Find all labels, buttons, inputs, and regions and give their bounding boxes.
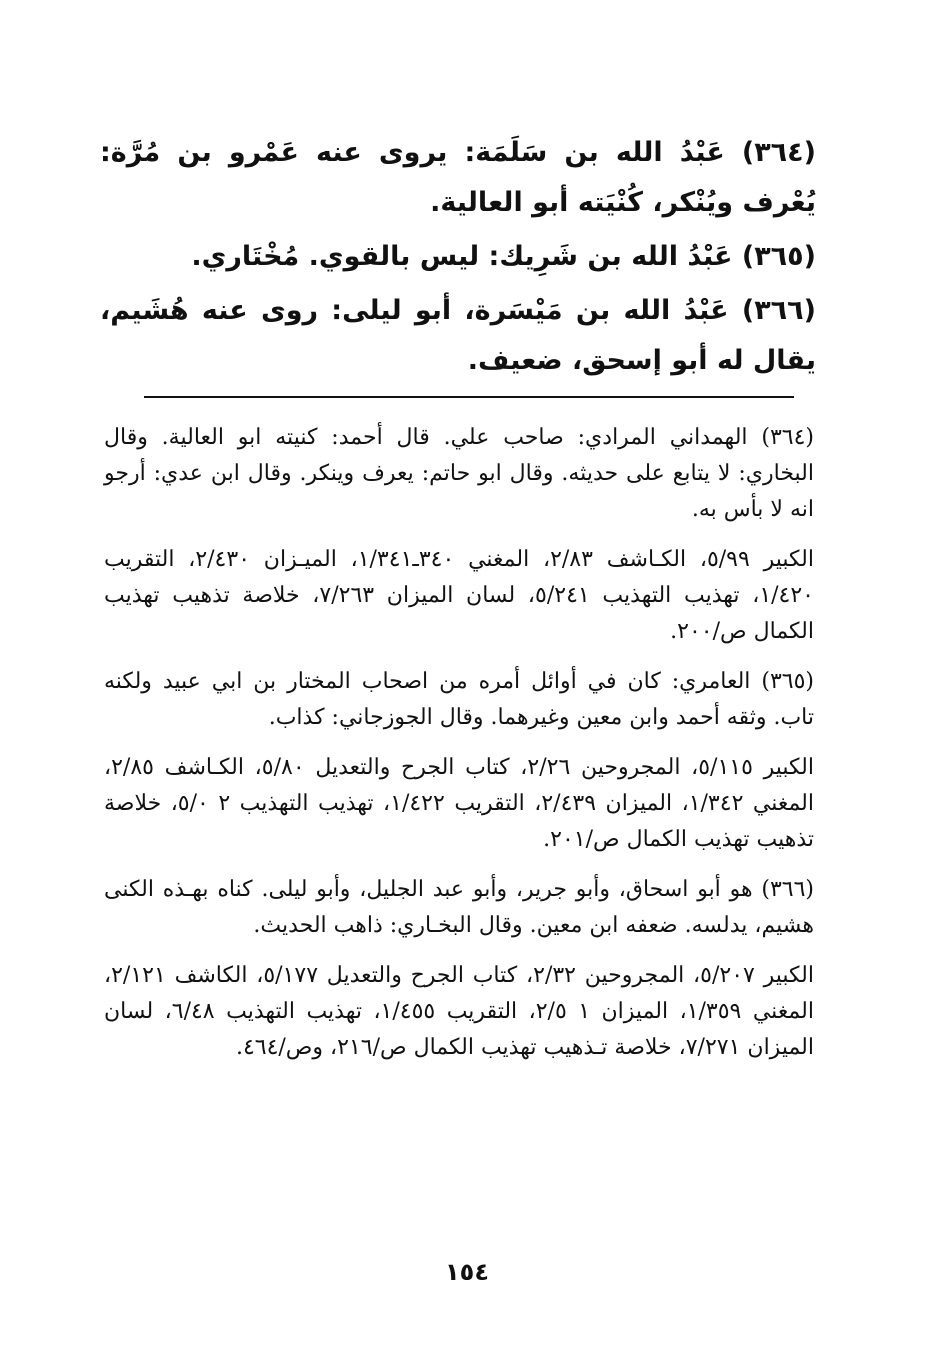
page-number: ١٥٤	[445, 1258, 489, 1286]
footnotes-block	[104, 420, 814, 1080]
footnote-365-sources: الكبير ٥/١١٥، المجروحين ٢/٢٦، كتاب الجرح والتعديل ٥/٨٠، الكـاشف ٢/٨٥، المغني ١/٣٤٢، الميزان ٢/٤٣٩، التقريب ١/٤٢٢، تهذيب التهذيب ٢ ٥/٠، خلاصة تذهيب تهذيب الكمال ص/٢٠١.	[104, 755, 814, 852]
footnote-364-bio: (٣٦٤) الهمداني المرادي: صاحب علي. قال أحمد: كنيته ابو العالية. وقال البخاري: لا يتابع على حديثه. وقال ابو حاتم: يعرف وينكر. وقال ابن عدي: أرجو انه لا بأس به.	[104, 425, 814, 522]
footnote-366-bio: (٣٦٦) هو أبو اسحاق، وأبو جرير، وأبو عبد الجليل، وأبو ليلى. كناه بهـذه الكنى هشيم، يدلسه. ضعفه ابن معين. وقال البخـاري: ذاهب الحديث.	[104, 877, 814, 938]
main-text-block	[100, 128, 816, 390]
entry-365: (٣٦٥) عَبْدُ الله بن شَرِيك: ليس بالقوي. مُخْتَاري.	[191, 241, 816, 272]
entry-364: (٣٦٤) عَبْدُ الله بن سَلَمَة: يروى عنه عَمْرو بن مُرَّة: يُعْرف ويُنْكر، كُنْيَته أبو العالية.	[100, 137, 816, 218]
entry-366: (٣٦٦) عَبْدُ الله بن مَيْسَرة، أبو ليلى: روى عنه هُشَيم، يقال له أبو إسحق، ضعيف.	[100, 295, 816, 376]
footnote-divider	[144, 396, 794, 398]
footnote-365-bio: (٣٦٥) العامري: كان في أوائل أمره من اصحاب المختار بن ابي عبيد ولكنه تاب. وثقه أحمد وابن معين وغيرهما. وقال الجوزجاني: كذاب.	[104, 669, 814, 730]
footnote-364-sources: الكبير ٥/٩٩، الكـاشف ٢/٨٣، المغني ٣٤٠ـ١/٣٤١، الميـزان ٢/٤٣٠، التقريب ١/٤٢٠، تهذيب التهذيب ٥/٢٤١، لسان الميزان ٧/٢٦٣، خلاصة تذهيب تهذيب الكمال ص/٢٠٠.	[104, 547, 814, 644]
footnote-366-sources: الكبير ٥/٢٠٧، المجروحين ٢/٣٢، كتاب الجرح والتعديل ٥/١٧٧، الكاشف ٢/١٢١، المغني ١/٣٥٩، الميزان ١ ٢/٥، التقريب ١/٤٥٥، تهذيب التهذيب ٦/٤٨، لسان الميزان ٧/٢٧١، خلاصة تـذهيب تهذيب الكمال ص/٢١٦، وص/٤٦٤.	[104, 963, 815, 1060]
